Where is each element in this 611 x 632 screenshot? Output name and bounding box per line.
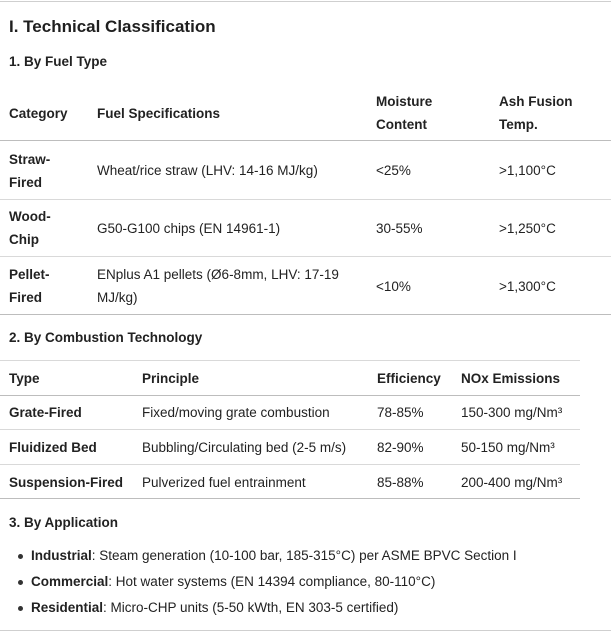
col-header-moisture-line2: Content — [376, 117, 427, 132]
fuel-row-category-line1: Pellet- — [9, 267, 50, 282]
table-rule — [0, 464, 580, 465]
table-rule — [0, 199, 611, 200]
col-header-efficiency: Efficiency — [377, 371, 441, 386]
table-rule — [0, 256, 611, 257]
fuel-type-heading: 1. By Fuel Type — [9, 54, 108, 69]
fuel-row-ash: >1,250°C — [499, 221, 556, 236]
combustion-row-principle: Fixed/moving grate combustion — [142, 405, 330, 420]
col-header-principle: Principle — [142, 371, 200, 386]
table-rule — [0, 498, 580, 499]
fuel-row-category-line2: Fired — [9, 175, 43, 190]
top-divider — [0, 1, 611, 2]
fuel-row-spec-line2: MJ/kg) — [97, 290, 138, 305]
application-text: : Hot water systems (EN 14394 compliance, 80-110°C) — [108, 574, 436, 589]
application-label: Residential — [31, 600, 104, 615]
col-header-nox: NOx Emissions — [461, 371, 561, 386]
combustion-row-principle: Pulverized fuel entrainment — [142, 475, 306, 490]
application-label: Commercial — [31, 574, 109, 589]
combustion-row-efficiency: 78-85% — [377, 405, 424, 420]
table-rule — [0, 360, 580, 361]
fuel-row-category-line2: Chip — [9, 232, 39, 247]
col-header-category: Category — [9, 106, 68, 121]
fuel-row-moisture: <10% — [376, 279, 411, 294]
fuel-row-spec: G50-G100 chips (EN 14961-1) — [97, 221, 281, 236]
combustion-row-nox: 50-150 mg/Nm³ — [461, 440, 555, 455]
fuel-row-category-line1: Wood- — [9, 209, 51, 224]
combustion-row-nox: 200-400 mg/Nm³ — [461, 475, 563, 490]
fuel-row-ash: >1,100°C — [499, 163, 556, 178]
combustion-row-principle: Bubbling/Circulating bed (2-5 m/s) — [142, 440, 347, 455]
combustion-row-type: Fluidized Bed — [9, 440, 97, 455]
list-item — [0, 595, 517, 621]
col-header-moisture-line1: Moisture — [376, 94, 433, 109]
table-rule — [0, 314, 611, 315]
application-text: : Micro-CHP units (5-50 kWth, EN 303-5 certified) — [103, 600, 399, 615]
fuel-row-ash: >1,300°C — [499, 279, 556, 294]
list-item — [0, 543, 517, 569]
bottom-divider — [0, 630, 611, 631]
application-heading: 3. By Application — [9, 515, 119, 530]
application-list — [0, 543, 517, 621]
bullet-icon — [18, 606, 23, 611]
fuel-row-spec-line1: ENplus A1 pellets (Ø6-8mm, LHV: 17-19 — [97, 267, 339, 282]
fuel-row-moisture: <25% — [376, 163, 411, 178]
combustion-row-nox: 150-300 mg/Nm³ — [461, 405, 563, 420]
col-header-type: Type — [9, 371, 40, 386]
col-header-ash-line1: Ash Fusion — [499, 94, 573, 109]
fuel-row-category-line2: Fired — [9, 290, 43, 305]
bullet-icon — [18, 580, 23, 585]
application-label: Industrial — [31, 548, 92, 563]
section-title: I. Technical Classification — [9, 17, 216, 36]
combustion-row-type: Grate-Fired — [9, 405, 82, 420]
table-rule — [0, 140, 611, 141]
list-item — [0, 569, 517, 595]
fuel-row-moisture: 30-55% — [376, 221, 423, 236]
fuel-row-category-line1: Straw- — [9, 152, 51, 167]
table-rule — [0, 429, 580, 430]
table-rule — [0, 395, 580, 396]
combustion-row-efficiency: 82-90% — [377, 440, 424, 455]
col-header-fuel-specifications: Fuel Specifications — [97, 106, 221, 121]
combustion-heading: 2. By Combustion Technology — [9, 330, 203, 345]
combustion-row-efficiency: 85-88% — [377, 475, 424, 490]
application-text: : Steam generation (10-100 bar, 185-315°C) per ASME BPVC Section I — [91, 548, 517, 563]
col-header-ash-line2: Temp. — [499, 117, 538, 132]
bullet-icon — [18, 554, 23, 559]
combustion-row-type: Suspension-Fired — [9, 475, 124, 490]
fuel-row-spec: Wheat/rice straw (LHV: 14-16 MJ/kg) — [97, 163, 318, 178]
